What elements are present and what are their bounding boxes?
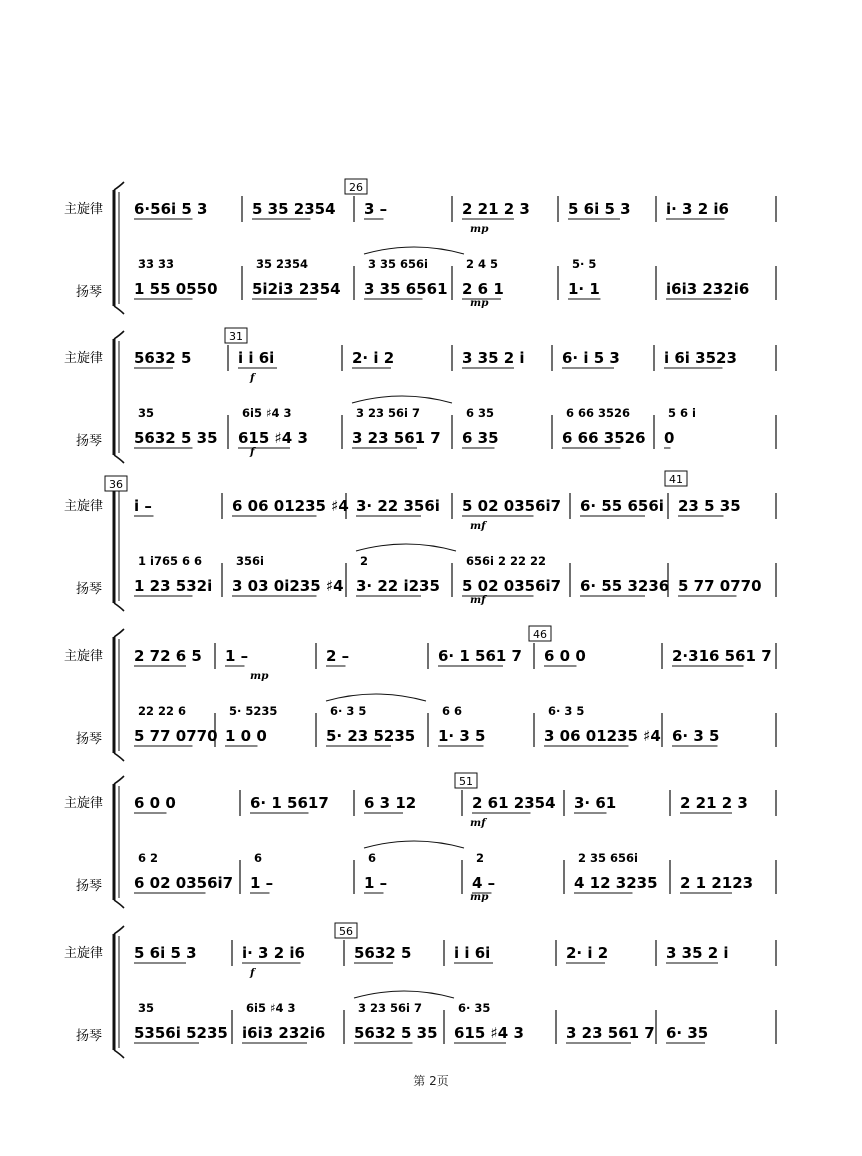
melody-measure: 6· 55 656i [580,497,664,515]
part-label-melody: 主旋律 [64,946,104,961]
yangqin-upper-voice: 3 23 56i 7 [358,1001,422,1015]
part-label-yangqin: 扬琴 [76,582,103,597]
measure-number: 26 [349,181,363,194]
dynamic-marking: mp [470,891,489,903]
yangqin-measure: 5632 5 35 [134,429,218,447]
measure-number: 56 [339,925,353,938]
yangqin-measure: 615 ♯4 3 [454,1024,524,1042]
yangqin-measure: 5· 23 5235 [326,727,416,745]
yangqin-upper-voice: 5· 5235 [229,704,278,718]
yangqin-upper-voice: 356i [236,554,264,568]
measure-number: 36 [109,478,123,491]
yangqin-upper-voice: 6i5 ♯4 3 [246,1001,296,1015]
melody-measure: 3 – [364,200,388,218]
yangqin-upper-voice: 6i5 ♯4 3 [242,406,292,420]
yangqin-upper-voice: 5· 5 [572,257,597,271]
yangqin-measure: 6 35 [462,429,499,447]
system-5 [64,773,776,908]
yangqin-measure: 1 – [250,874,274,892]
dynamic-marking: mf [470,520,486,532]
dynamic-marking: f [250,446,255,458]
yangqin-upper-voice: 22 22 6 [138,704,187,718]
yangqin-upper-voice: 6 [254,851,263,865]
melody-measure: 2 21 2 3 [680,794,748,812]
yangqin-upper-voice: 6· 3 5 [330,704,367,718]
dynamic-marking: mf [470,594,486,606]
melody-measure: 2· i 2 [566,944,609,962]
part-label-melody: 主旋律 [64,649,104,664]
yangqin-measure: 3 35 6561 [364,280,448,298]
part-label-yangqin: 扬琴 [76,732,103,747]
dynamic-marking: mf [470,817,486,829]
melody-measure: i· 3 2 i6 [242,944,305,962]
yangqin-upper-voice: 6 66 3526 [566,406,631,420]
yangqin-measure: 1· 3 5 [438,727,486,745]
melody-measure: 3 35 2 i [462,349,525,367]
melody-measure: 2 21 2 3 [462,200,530,218]
yangqin-measure: 3 03 0i235 ♯4 [232,577,344,595]
yangqin-upper-voice: 3̇5 2̇3̇5̇4 [256,257,309,271]
melody-measure: 1 – [225,647,249,665]
yangqin-upper-voice: 3 23 56i 7 [356,406,420,420]
part-label-melody: 主旋律 [64,499,104,514]
dynamic-marking: f [250,967,255,979]
slur [364,247,464,254]
melody-measure: i 6i 3523 [664,349,737,367]
melody-measure: 2 – [326,647,350,665]
yangqin-measure: 2 6 1 [462,280,504,298]
yangqin-measure: 5 77 0770 [678,577,762,595]
part-label-melody: 主旋律 [64,796,104,811]
yangqin-measure: 3 23 561 7 [566,1024,655,1042]
yangqin-upper-voice: 6 2 [138,851,159,865]
yangqin-measure: 6 66 3526 [562,429,646,447]
part-label-melody: 主旋律 [64,202,104,217]
slur [364,841,464,848]
yangqin-measure: 6· 3 5 [672,727,720,745]
measure-number: 51 [459,775,473,788]
melody-measure: 3· 22 356i [356,497,440,515]
dynamic-marking: f [250,372,255,384]
yangqin-measure: 5632 5 35 [354,1024,438,1042]
melody-measure: 5 6i 5 3 [568,200,631,218]
yangqin-upper-voice: 35 [138,406,155,420]
melody-measure: 2·316 561 7 [672,647,772,665]
part-label-melody: 主旋律 [64,351,104,366]
yangqin-upper-voice: 6 [368,851,377,865]
melody-measure: 23 5 35 [678,497,741,515]
system-6 [64,923,776,1058]
melody-measure: 5632 5 [354,944,412,962]
yangqin-upper-voice: 2 35 656i [578,851,638,865]
slur [352,396,452,403]
slur [326,694,426,701]
melody-measure: 6 0 0 [134,794,176,812]
melody-measure: i i 6i [454,944,491,962]
yangqin-measure: 615 ♯4 3 [238,429,308,447]
melody-measure: 5 35 2354 [252,200,336,218]
melody-measure: 2 61 2354 [472,794,556,812]
melody-measure: 5 6i 5 3 [134,944,197,962]
yangqin-measure: 6· 55 3236 [580,577,670,595]
slur [354,991,454,998]
melody-measure: 6 3 12 [364,794,417,812]
yangqin-upper-voice: 35 [138,1001,155,1015]
melody-measure: 5632 5 [134,349,192,367]
yangqin-measure: i6i3 232i6 [666,280,750,298]
melody-measure: i – [134,497,152,515]
yangqin-upper-voice: 3 35 656i [368,257,428,271]
system-4 [64,626,776,761]
yangqin-measure: 5i2i3 2354 [252,280,341,298]
part-label-yangqin: 扬琴 [76,1029,103,1044]
yangqin-measure: 3· 22 i235 [356,577,440,595]
yangqin-measure: 3 23 561 7 [352,429,441,447]
measure-number: 46 [533,628,547,641]
yangqin-upper-voice: 1 i765 6 6 [138,554,202,568]
yangqin-measure: 4 – [472,874,496,892]
yangqin-upper-voice: 2 4 5 [466,257,499,271]
part-label-yangqin: 扬琴 [76,434,103,449]
dynamic-marking: mp [470,223,489,235]
yangqin-measure: 1 23 532i [134,577,213,595]
melody-measure: 5 02 0356i7 [462,497,562,515]
dynamic-marking: mp [250,670,269,682]
yangqin-measure: 3 06 01235 ♯4 [544,727,661,745]
yangqin-upper-voice: 6· 35 [458,1001,491,1015]
system-1 [64,179,776,314]
yangqin-upper-voice: 2 [476,851,485,865]
melody-measure: 6 0 0 [544,647,586,665]
yangqin-measure: 6· 35 [666,1024,709,1042]
yangqin-upper-voice: 6 35 [466,406,495,420]
yangqin-measure: 1 55 0550 [134,280,218,298]
system-3 [64,471,776,611]
yangqin-measure: 6 02 0356i7 [134,874,234,892]
yangqin-measure: 1 0 0 [225,727,267,745]
measure-number: 41 [669,473,683,486]
yangqin-measure: 2 1 2123 [680,874,754,892]
melody-measure: i· 3 2 i6 [666,200,729,218]
measure-number: 31 [229,330,243,343]
yangqin-measure: 0 [664,429,675,447]
yangqin-upper-voice: 5 6 i [668,406,696,420]
yangqin-measure: 1· 1 [568,280,600,298]
part-label-yangqin: 扬琴 [76,879,103,894]
yangqin-upper-voice: 2 [360,554,369,568]
melody-measure: 2· i 2 [352,349,395,367]
melody-measure: 6 06 01235 ♯4 [232,497,349,515]
yangqin-upper-voice: 6· 3 5 [548,704,585,718]
yangqin-measure: i6i3 232i6 [242,1024,326,1042]
yangqin-measure: 5356i 5235 [134,1024,228,1042]
part-label-yangqin: 扬琴 [76,285,103,300]
page-number: 第 2页 [413,1074,449,1088]
melody-measure: 6· i 5 3 [562,349,620,367]
yangqin-upper-voice: 656i 2 22 22 [466,554,546,568]
melody-measure: 6·56i 5 3 [134,200,208,218]
melody-measure: 6· 1 5617 [250,794,329,812]
melody-measure: 6· 1 561 7 [438,647,522,665]
dynamic-marking: mp [470,297,489,309]
system-2 [64,328,776,463]
melody-measure: 3 35 2 i [666,944,729,962]
yangqin-measure: 4 12 3235 [574,874,658,892]
melody-measure: 3· 61 [574,794,617,812]
yangqin-measure: 5 77 0770 [134,727,218,745]
melody-measure: i i 6i [238,349,275,367]
yangqin-measure: 5 02 0356i7 [462,577,562,595]
yangqin-upper-voice: 6 6 [442,704,463,718]
yangqin-measure: 1 – [364,874,388,892]
yangqin-upper-voice: 3̇3̇ 3̇3̇ [138,257,175,271]
melody-measure: 2 72 6 5 [134,647,202,665]
slur [356,544,456,551]
